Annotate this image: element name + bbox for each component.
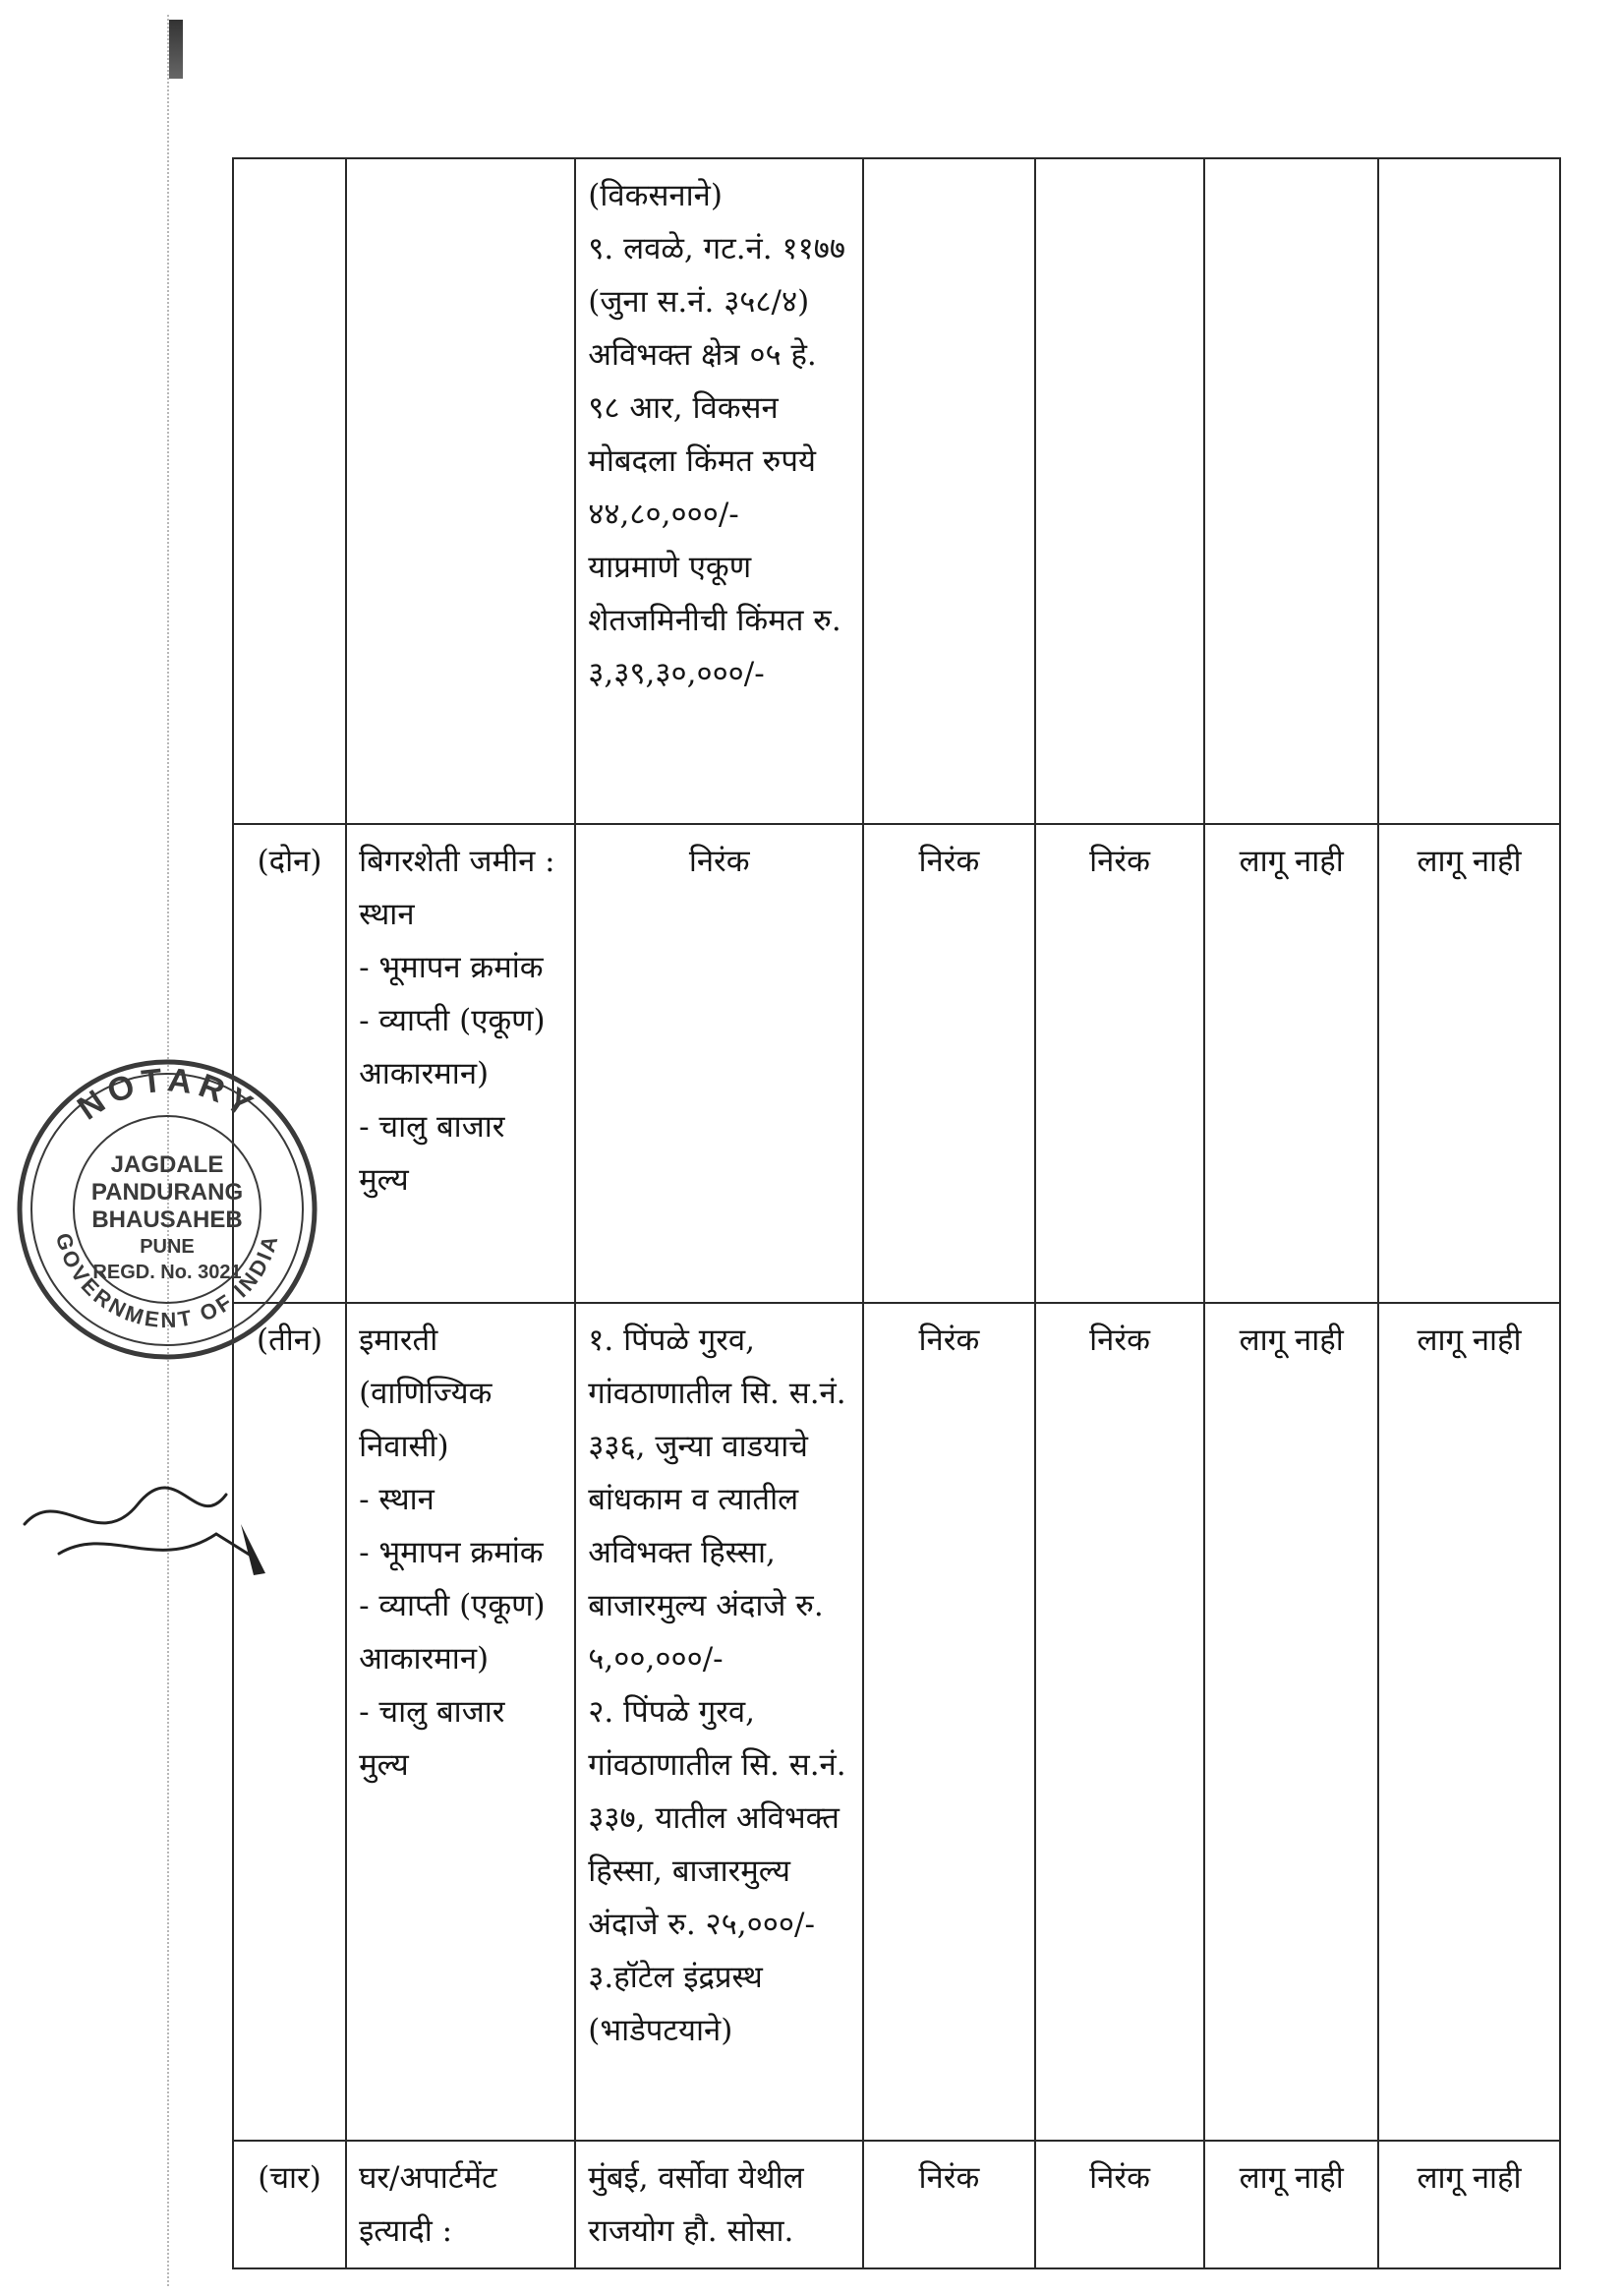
stamp-city: PUNE: [140, 1236, 195, 1258]
stamp-reg: REGD. No. 3021: [92, 1262, 242, 1283]
stamp-name1: JAGDALE: [110, 1151, 224, 1178]
asset-type: बिगरशेती जमीन : स्थान - भूमापन क्रमांक - व्याप्ती (एकूण) आकारमान) - चालु बाजार मुल्य: [346, 824, 575, 1303]
table-row: [233, 2141, 1560, 2268]
cell-col5: निरंक: [1035, 824, 1205, 1303]
cell-col6: लागू नाही: [1204, 2141, 1378, 2268]
signature-icon: [20, 1465, 275, 1593]
asset-type: घर/अपार्टमेंट इत्यादी :: [346, 2141, 575, 2268]
cell-col7: लागू नाही: [1378, 1303, 1560, 2141]
row-number: [233, 158, 346, 824]
asset-type: [346, 158, 575, 824]
asset-details: (विकसनाने) ९. लवळे, गट.नं. ११७७ (जुना स.नं. ३५८/४) अविभक्त क्षेत्र ०५ हे. ९८ आर, विकसन मोबदला किंमत रुपये ४४,८०,०००/- याप्रमाणे एकूण शेतजमिनीची किंमत रु. ३,३९,३०,०००/-: [575, 158, 863, 824]
cell-col7: [1378, 158, 1560, 824]
cell-col7: लागू नाही: [1378, 2141, 1560, 2268]
table-row: [233, 158, 1560, 824]
cell-col5: निरंक: [1035, 2141, 1205, 2268]
cell-col4: [863, 158, 1035, 824]
cell-col7: लागू नाही: [1378, 824, 1560, 1303]
asset-details: मुंबई, वर्सोवा येथील राजयोग हौ. सोसा.: [575, 2141, 863, 2268]
asset-details: निरंक: [575, 824, 863, 1303]
row-number: (दोन): [233, 824, 346, 1303]
table-row: [233, 824, 1560, 1303]
stamp-name3: BHAUSAHEB: [91, 1207, 243, 1233]
cell-col4: निरंक: [863, 1303, 1035, 2141]
asset-type: इमारती (वाणिज्यिक निवासी) - स्थान - भूमापन क्रमांक - व्याप्ती (एकूण) आकारमान) - चालु बाजार मुल्य: [346, 1303, 575, 2141]
cell-col6: लागू नाही: [1204, 824, 1378, 1303]
cell-col6: [1204, 158, 1378, 824]
stamp-bottom: GOVERNMENT OF INDIA: [50, 1230, 284, 1333]
svg-text:NOTARY: [71, 1061, 263, 1127]
asset-table: [232, 157, 1561, 2269]
table-row: [233, 1303, 1560, 2141]
cell-col5: निरंक: [1035, 1303, 1205, 2141]
notary-stamp-icon: [5, 1042, 329, 1367]
cell-col4: निरंक: [863, 824, 1035, 1303]
cell-col6: लागू नाही: [1204, 1303, 1378, 2141]
stamp-top: NOTARY: [71, 1061, 264, 1128]
cell-col5: [1035, 158, 1205, 824]
row-number: (तीन): [233, 1303, 346, 2141]
row-number: (चार): [233, 2141, 346, 2268]
asset-details: १. पिंपळे गुरव, गांवठाणातील सि. स.नं. ३३६, जुन्या वाडयाचे बांधकाम व त्यातील अविभक्त हिस्सा, बाजारमुल्य अंदाजे रु. ५,००,०००/- २. पिंपळे गुरव, गांवठाणातील सि. स.नं. ३३७, यातील अविभक्त हिस्सा, बाजारमुल्य अंदाजे रु. २५,०००/- ३.हॉटेल इंद्रप्रस्थ (भाडेपटयाने): [575, 1303, 863, 2141]
stamp-name2: PANDURANG: [90, 1179, 244, 1206]
cell-col4: निरंक: [863, 2141, 1035, 2268]
